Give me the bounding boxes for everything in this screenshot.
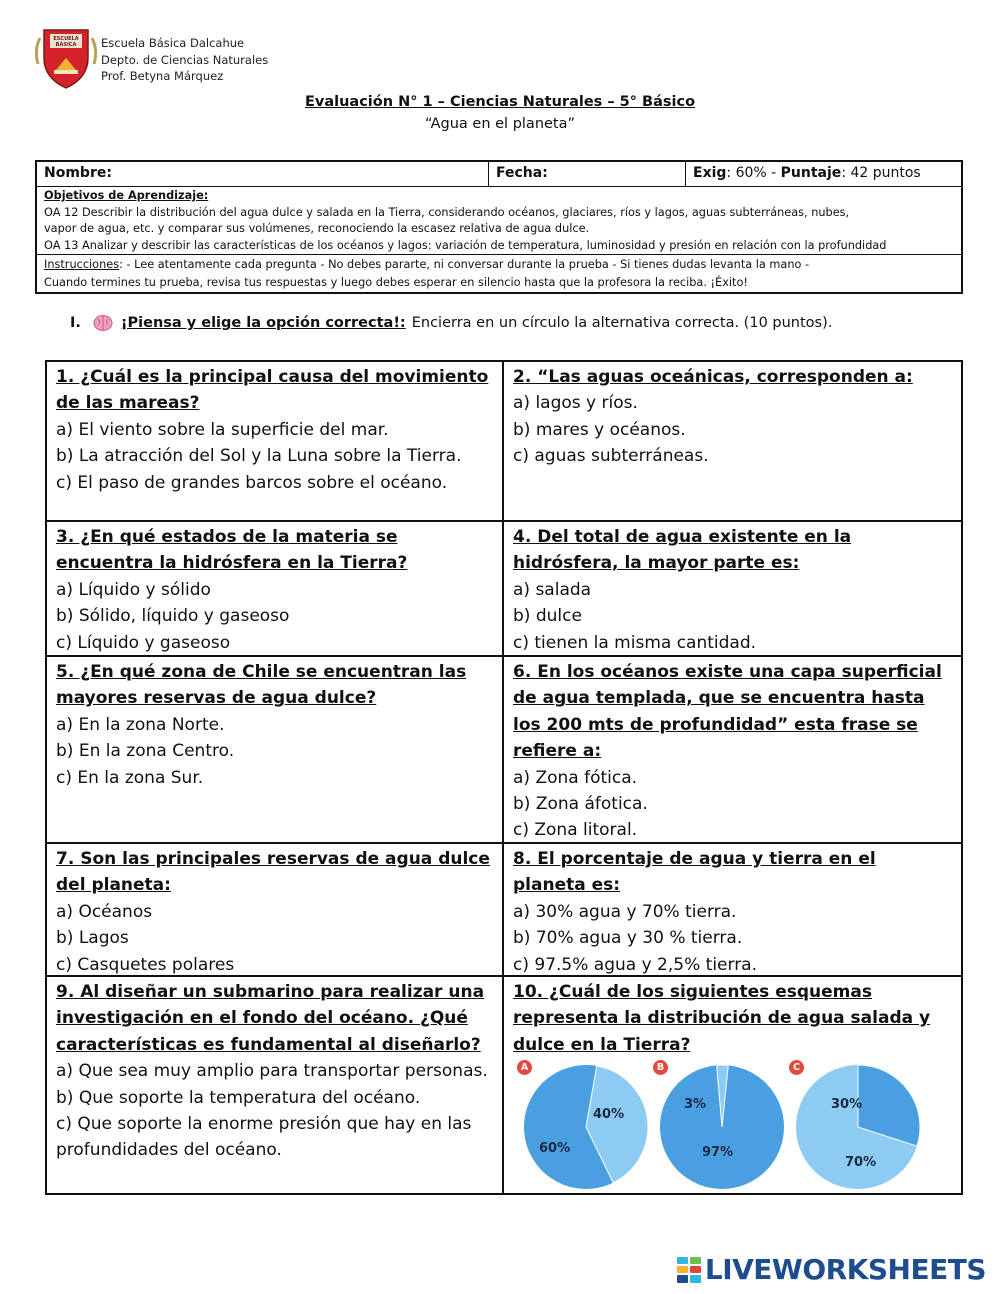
answer-option[interactable]: c) Zona litoral. — [513, 820, 638, 841]
answer-option[interactable]: c) Casquetes polares — [56, 954, 235, 975]
svg-text:BASICA: BASICA — [55, 42, 77, 48]
answer-option[interactable]: c) Líquido y gaseoso — [56, 632, 231, 653]
liveworksheets-wordmark: LIVEWORKSHEETS — [704, 1253, 986, 1286]
section-text: Encierra en un círculo la alternativa correcta. (10 puntos). — [411, 315, 833, 331]
evaluation-subtitle: “Agua en el planeta” — [424, 116, 576, 132]
question-7 — [47, 844, 504, 975]
answer-option[interactable]: a) Líquido y sólido — [56, 579, 211, 600]
exig-label: Exig — [693, 165, 727, 181]
answer-option[interactable]: c) tienen la misma cantidad. — [513, 632, 757, 653]
pie-option-a[interactable] — [521, 1062, 651, 1192]
answer-option[interactable]: a) Que sea muy amplio para transportar personas. — [56, 1061, 488, 1082]
pie-big-label: 70% — [845, 1155, 877, 1171]
question-title: 10. ¿Cuál de los siguientes esquemas representa la distribución de agua salada y dulce en la Tierra? — [513, 982, 931, 1055]
pie-option-b[interactable] — [657, 1062, 787, 1192]
pie-small-label: 40% — [593, 1107, 625, 1123]
objectives-heading: Objetivos de Aprendizaje: — [44, 189, 209, 202]
question-9 — [47, 977, 504, 1193]
pie-big-label: 60% — [539, 1141, 571, 1157]
puntaje-value: : 42 puntos — [841, 165, 921, 181]
pie-big-label: 97% — [702, 1145, 734, 1161]
learning-objectives — [37, 187, 961, 255]
questions-grid — [45, 360, 963, 1195]
objective-line: OA 13 Analizar y describir las características de los océanos y lagos: variación de temperatura, luminosidad y presión en relación con la profundidad — [44, 238, 887, 252]
question-title: 3. ¿En qué estados de la materia se encuentra la hidrósfera en la Tierra? — [56, 527, 408, 574]
answer-option[interactable]: b) En la zona Centro. — [56, 741, 235, 762]
answer-option[interactable]: c) Que soporte la enorme presión que hay en las profundidades del océano. — [56, 1114, 472, 1161]
evaluation-title: Evaluación N° 1 – Ciencias Naturales – 5° Básico — [304, 94, 696, 110]
question-8 — [504, 844, 961, 975]
question-1 — [47, 362, 504, 520]
question-5 — [47, 657, 504, 842]
question-title: 9. Al diseñar un submarino para realizar una investigación en el fondo del océano. ¿Qué características es fundamental al diseñarlo? — [56, 982, 485, 1055]
liveworksheets-icon — [677, 1257, 701, 1283]
question-title: 1. ¿Cuál es la principal causa del movimiento de las mareas? — [56, 367, 489, 414]
svg-text:ESCUELA: ESCUELA — [53, 36, 79, 42]
question-4 — [504, 522, 961, 655]
question-3 — [47, 522, 504, 655]
date-field[interactable]: Fecha: — [489, 162, 686, 186]
answer-option[interactable]: b) Que soporte la temperatura del océano. — [56, 1087, 421, 1108]
instructions — [37, 255, 961, 292]
question-title: 6. En los océanos existe una capa superficial de agua templada, que se encuentra hasta los 200 mts de profundidad” esta frase se refiere a: — [513, 662, 942, 762]
score-info — [686, 162, 961, 186]
pie-option-c[interactable] — [793, 1062, 923, 1192]
pie-badge: C — [789, 1060, 804, 1075]
question-title: 4. Del total de agua existente en la hidrósfera, la mayor parte es: — [513, 527, 852, 574]
question-6 — [504, 657, 961, 842]
answer-option[interactable]: a) 30% agua y 70% tierra. — [513, 901, 737, 922]
answer-option[interactable]: c) En la zona Sur. — [56, 767, 204, 788]
question-title: 2. “Las aguas oceánicas, corresponden a: — [513, 367, 913, 387]
answer-option[interactable]: b) Lagos — [56, 928, 129, 949]
pie-chart — [657, 1062, 787, 1192]
answer-option[interactable]: a) salada — [513, 579, 592, 600]
pie-options — [521, 1062, 953, 1192]
exig-value: : 60% - — [726, 165, 781, 181]
question-2 — [504, 362, 961, 520]
pie-small-label: 30% — [831, 1097, 863, 1113]
question-title: 8. El porcentaje de agua y tierra en el planeta es: — [513, 849, 876, 896]
question-title: 5. ¿En qué zona de Chile se encuentran las mayores reservas de agua dulce? — [56, 662, 467, 709]
section-heading — [70, 314, 832, 332]
pie-badge: A — [517, 1060, 532, 1075]
answer-option[interactable]: a) El viento sobre la superficie del mar. — [56, 419, 389, 440]
school-crest-logo — [30, 20, 102, 92]
pie-badge: B — [653, 1060, 668, 1075]
answer-option[interactable]: c) aguas subterráneas. — [513, 446, 709, 467]
objective-line: OA 12 Describir la distribución del agua dulce y salada en la Tierra, considerando océanos, glaciares, ríos y lagos, aguas subterráneas, nubes, — [44, 205, 850, 219]
liveworksheets-logo — [677, 1253, 986, 1286]
answer-option[interactable]: c) 97.5% agua y 2,5% tierra. — [513, 954, 758, 975]
pie-small-label: 3% — [684, 1097, 707, 1113]
answer-option[interactable]: a) Océanos — [56, 901, 153, 922]
department: Depto. de Ciencias Naturales — [101, 52, 269, 67]
instructions-heading: Instrucciones — [44, 258, 120, 271]
question-row — [47, 977, 961, 1193]
puntaje-label: Puntaje — [780, 165, 842, 181]
question-row — [47, 522, 961, 657]
pie-chart — [521, 1062, 651, 1192]
school-info — [101, 35, 268, 85]
objective-line: vapor de agua, etc. y comparar sus volúmenes, reconociendo la escasez relativa de agua dulce. — [44, 222, 590, 235]
brain-icon — [93, 314, 113, 332]
answer-option[interactable]: b) La atracción del Sol y la Luna sobre la Tierra. — [56, 446, 462, 467]
instructions-line: Cuando termines tu prueba, revisa tus respuestas y luego debes esperar en silencio hasta que la profesora la reciba. ¡Éxito! — [44, 275, 748, 289]
answer-option[interactable]: b) Sólido, líquido y gaseoso — [56, 606, 290, 627]
answer-option[interactable]: b) mares y océanos. — [513, 419, 686, 440]
answer-option[interactable]: a) En la zona Norte. — [56, 714, 225, 735]
answer-option[interactable]: b) Zona áfotica. — [513, 794, 648, 815]
question-10 — [504, 977, 961, 1193]
question-title: 7. Son las principales reservas de agua dulce del planeta: — [56, 849, 490, 896]
answer-option[interactable]: c) El paso de grandes barcos sobre el océano. — [56, 472, 448, 493]
answer-option[interactable]: b) dulce — [513, 606, 582, 627]
question-row — [47, 657, 961, 844]
info-table — [35, 160, 963, 294]
answer-option[interactable]: a) Zona fótica. — [513, 767, 638, 788]
name-field[interactable]: Nombre: — [37, 162, 489, 186]
answer-option[interactable]: b) 70% agua y 30 % tierra. — [513, 928, 743, 949]
instructions-line: : - Lee atentamente cada pregunta - No debes pararte, ni conversar durante la prueba - Si tienes dudas levanta la mano - — [119, 258, 810, 271]
school-name: Escuela Básica Dalcahue — [101, 36, 245, 50]
question-row — [47, 362, 961, 522]
student-fields-row — [37, 162, 961, 187]
teacher: Prof. Betyna Márquez — [101, 69, 224, 83]
question-row — [47, 844, 961, 977]
section-bold: ¡Piensa y elige la opción correcta!: — [120, 315, 406, 331]
section-number: I. — [70, 315, 81, 331]
answer-option[interactable]: a) lagos y ríos. — [513, 393, 638, 414]
